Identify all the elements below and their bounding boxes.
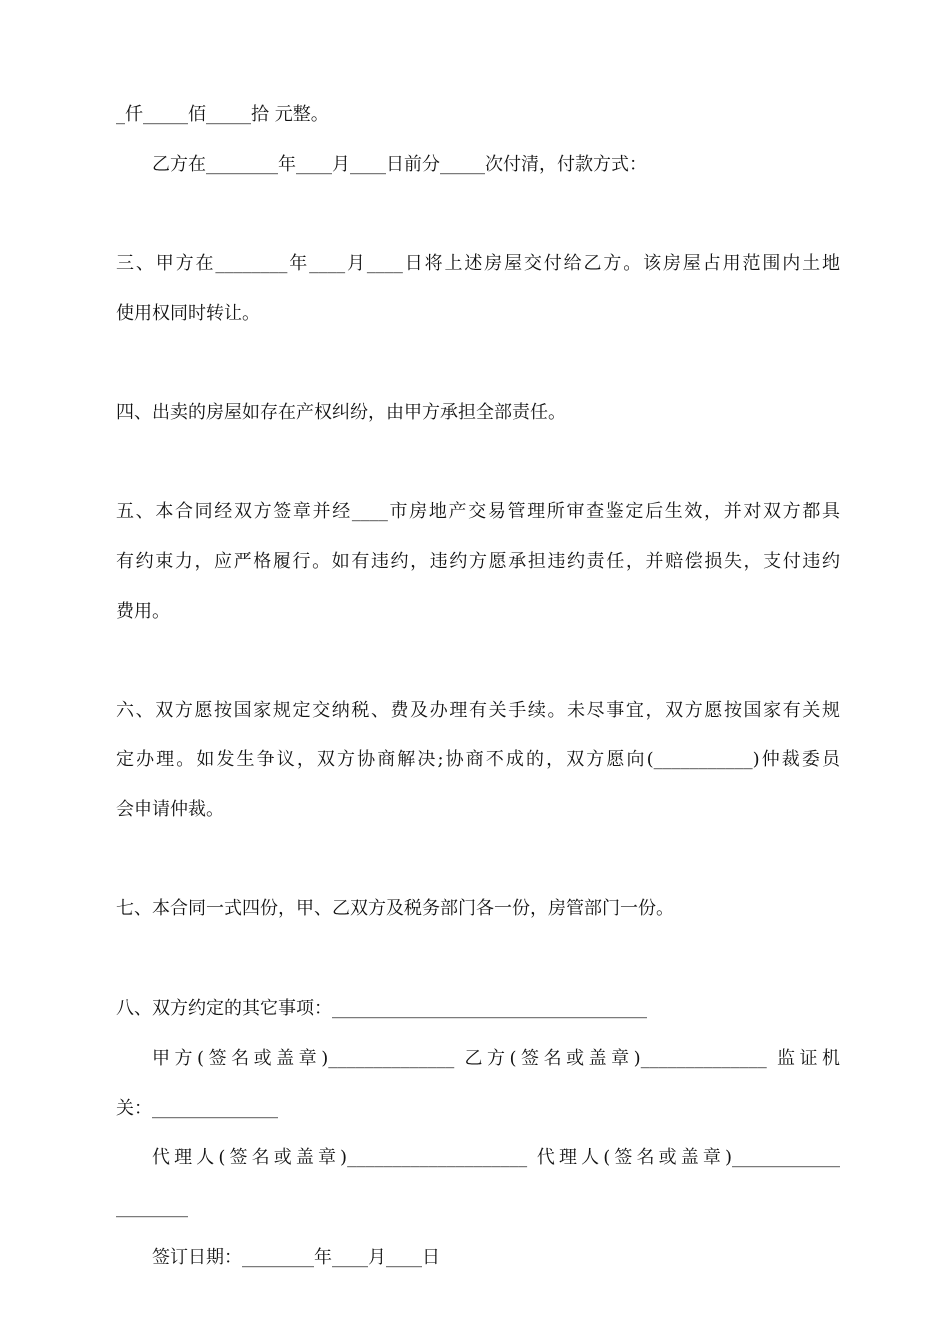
clause-7: 七、本合同一式四份，甲、乙双方及税务部门各一份，房管部门一份。 <box>116 898 674 919</box>
signature-parties: 甲方(签名或盖章)______________ 乙方(签名或盖章)______________ 监证机 <box>152 1048 840 1069</box>
clause-5-line-1: 五、本合同经双方签章并经____市房地产交易管理所审查鉴定后生效，并对双方都具 <box>116 501 840 522</box>
payment-terms: 乙方在________年____月____日前分_____次付清，付款方式： <box>152 154 647 175</box>
clause-5-line-3: 费用。 <box>116 601 170 622</box>
signature-agents-continued: ________ <box>116 1197 188 1218</box>
clause-8: 八、双方约定的其它事项：___________________________________ <box>116 998 647 1019</box>
clause-3-line-2: 使用权同时转让。 <box>116 303 260 324</box>
clause-5-line-2: 有约束力，应严格履行。如有违约，违约方愿承担违约责任，并赔偿损失，支付违约 <box>116 551 840 572</box>
clause-3-line-1: 三、甲方在________年____月____日将上述房屋交付给乙方。该房屋占用范围内土地 <box>116 253 840 274</box>
clause-4: 四、出卖的房屋如存在产权纠纷，由甲方承担全部责任。 <box>116 402 566 423</box>
clause-6-line-2: 定办理。如发生争议，双方协商解决;协商不成的，双方愿向(___________)仲裁委员 <box>116 749 840 770</box>
amount-text: _仟_____佰_____拾 元整。 <box>116 104 329 125</box>
clause-6-line-3: 会申请仲裁。 <box>116 799 224 820</box>
signature-agents: 代理人(签名或盖章)____________________ 代理人(签名或盖章)____________ <box>152 1147 840 1168</box>
signing-date: 签订日期：________年____月____日 <box>152 1247 440 1268</box>
clause-6-line-1: 六、双方愿按国家规定交纳税、费及办理有关手续。未尽事宜，双方愿按国家有关规 <box>116 700 840 721</box>
signature-authority: 关：______________ <box>116 1098 278 1119</box>
